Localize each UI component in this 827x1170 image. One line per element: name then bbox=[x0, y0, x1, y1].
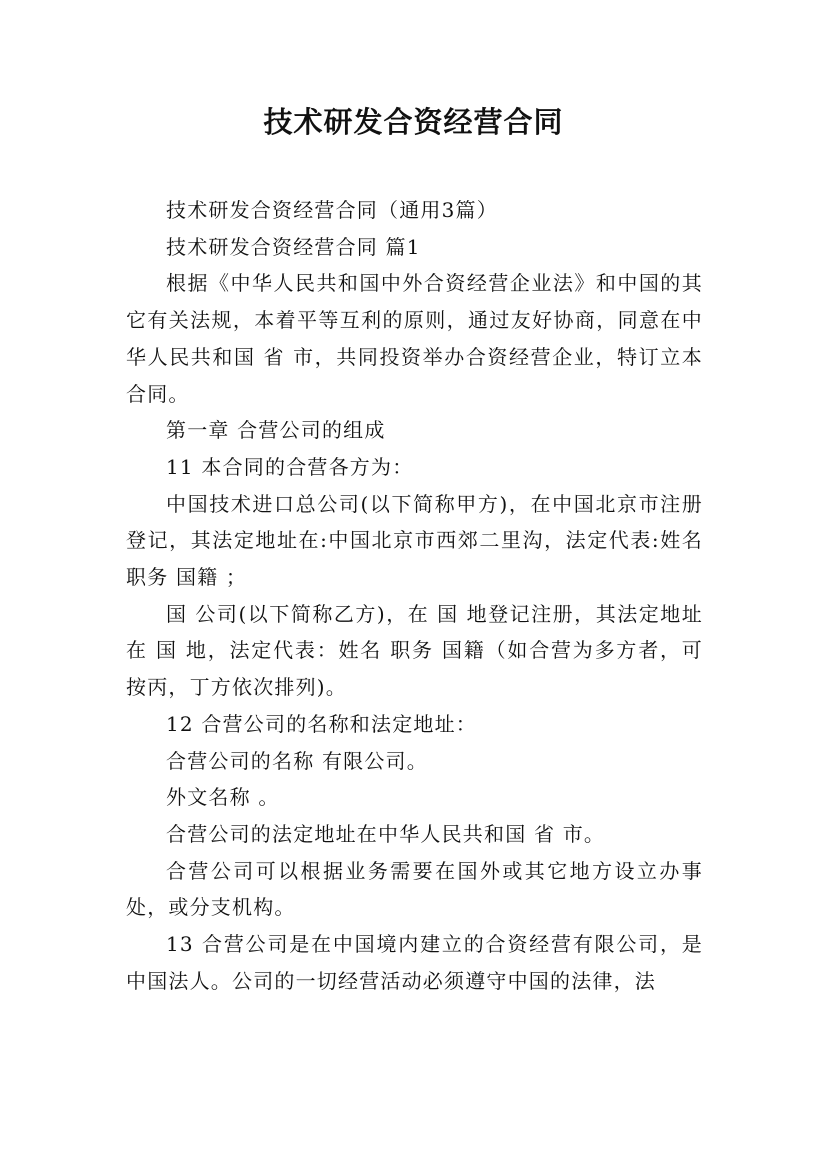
paragraph: 合营公司可以根据业务需要在国外或其它地方设立办事处，或分支机构。 bbox=[126, 858, 703, 920]
paragraph: 12 合营公司的名称和法定地址： bbox=[166, 711, 478, 736]
paragraph: 11 本合同的合营各方为： bbox=[166, 454, 414, 479]
document-body bbox=[126, 192, 703, 999]
paragraph: 技术研发合资经营合同（通用3篇） bbox=[166, 198, 498, 222]
paragraph: 根据《中华人民共和国中外合资经营企业法》和中国的其它有关法规，本着平等互利的原则，通过友好协商，同意在中华人民共和国 省 市，共同投资举办合资经营企业，特订立本合同。 bbox=[126, 271, 703, 406]
document-title: 技术研发合资经营合同 bbox=[263, 105, 564, 139]
paragraph: 国 公司(以下简称乙方)，在 国 地登记注册，其法定地址在 国 地，法定代表：姓名 职务 国籍（如合营为多方者，可按丙，丁方依次排列)。 bbox=[126, 601, 703, 700]
paragraph: 第一章 合营公司的组成 bbox=[166, 418, 386, 443]
paragraph: 合营公司的名称 有限公司。 bbox=[166, 748, 428, 773]
paragraph: 技术研发合资经营合同 篇1 bbox=[166, 234, 421, 259]
paragraph: 外文名称 。 bbox=[166, 785, 280, 810]
paragraph: 合营公司的法定地址在中华人民共和国 省 市。 bbox=[166, 821, 606, 846]
paragraph: 中国技术进口总公司(以下简称甲方)，在中国北京市注册登记，其法定地址在:中国北京市西郊二里沟，法定代表:姓名 职务 国籍 ； bbox=[126, 491, 703, 590]
paragraph: 13 合营公司是在中国境内建立的合资经营有限公司，是中国法人。公司的一切经营活动必须遵守中国的法律，法 bbox=[126, 932, 703, 993]
